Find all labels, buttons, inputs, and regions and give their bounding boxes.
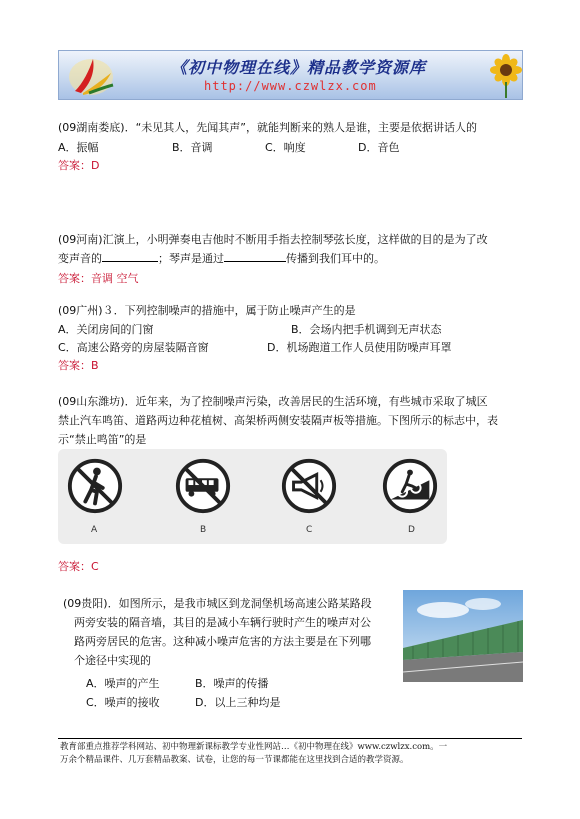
no-bus-sign-icon [174,457,232,515]
traffic-signs-figure [58,449,447,544]
q2-blank-2 [224,250,286,262]
q2-text-a: 变声音的 [58,252,102,265]
q1-option-d: D．音色 [358,141,400,154]
q5-stem-line3: 路两旁居民的危害。这种减小噪声危害的方法主要是在下列哪 [74,635,371,648]
footer-line1: 教育部重点推荐学科网站、初中物理新课标教学专业性网站…《初中物理在线》www.czwlzx.com。一 [60,742,448,752]
q4-answer: 答案：C [58,560,99,573]
q2-answer: 答案：音调 空气 [58,272,139,285]
q3-stem: (09广州)３．下列控制噪声的措施中，属于防止噪声产生的是 [58,304,356,317]
q3-option-a: A．关闭房间的门窗 [58,323,154,336]
q5-option-a: A．噪声的产生 [86,677,160,690]
q5-stem-line2: 两旁安装的隔音墙，其目的是减小车辆行驶时产生的噪声对公 [74,616,371,629]
q2-blank-1 [102,250,158,262]
q1-answer: 答案：D [58,159,100,172]
sign-label-c: C [306,525,313,535]
sign-label-a: A [91,525,98,535]
cyclist-slope-sign-icon [381,457,439,515]
q4-stem-line3: 示“禁止鸣笛”的是 [58,433,147,446]
header-banner [58,50,523,100]
q1-option-b: B．音调 [172,141,213,154]
q5-stem-line1: (09贵阳)．如图所示，是我市城区到龙洞堡机场高速公路某路段 [63,597,372,610]
q1-option-a: A．振幅 [58,141,99,154]
q3-option-c: C．高速公路旁的房屋装隔音窗 [58,341,209,354]
q2-text-b: ；琴声是通过 [158,252,224,265]
footer-divider [58,738,522,739]
q5-option-c: C．噪声的接收 [86,696,160,709]
no-horn-sign-icon [280,457,338,515]
footer-line2: 万余个精品课件、几万套精品教案、试卷，让您的每一节课都能在这里找到合适的教学资源。 [60,755,409,765]
sign-label-b: B [200,525,207,535]
q5-option-d: D．以上三种均是 [195,696,281,709]
q3-option-d: D．机场跑道工作人员使用防噪声耳罩 [267,341,452,354]
footer [60,741,522,767]
banner-url[interactable]: http://www.czwlzx.com [204,79,377,93]
q4-stem-line2: 禁止汽车鸣笛、道路两边种花植树、高架桥两侧安装隔声板等措施。下图所示的标志中，表 [58,414,498,427]
banner-title: 《初中物理在线》精品教学资源库 [171,58,427,77]
q1-option-c: C．响度 [265,141,306,154]
q3-answer: 答案：B [58,359,99,372]
site-logo-icon [65,53,117,99]
q2-stem-line1: (09河南)汇演上，小明弹奏电吉他时不断用手指去控制琴弦长度，这样做的目的是为了改 [58,233,488,246]
q2-stem-line2 [58,250,385,266]
q3-option-b: B．会场内把手机调到无声状态 [291,323,442,336]
q1-stem: (09湖南娄底)．“未见其人，先闻其声”，就能判断来的熟人是谁，主要是依据讲话人的 [58,121,477,134]
no-pedestrians-sign-icon [66,457,124,515]
sign-label-d: D [408,525,415,535]
sunflower-icon [489,54,523,98]
sound-barrier-photo [403,590,523,682]
q4-stem-line1: (09山东潍坊)．近年来，为了控制噪声污染，改善居民的生活环境，有些城市采取了城区 [58,395,488,408]
q5-option-b: B．噪声的传播 [195,677,269,690]
q2-text-c: 传播到我们耳中的。 [286,252,385,265]
q5-stem-line4: 个途径中实现的 [74,654,151,667]
